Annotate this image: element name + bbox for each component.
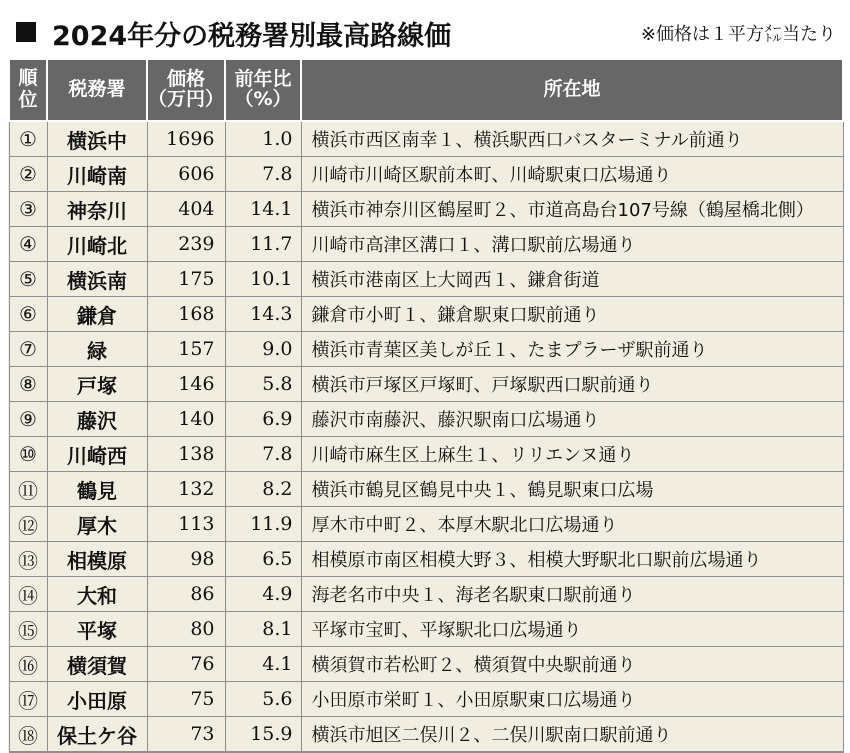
table-row	[9, 717, 843, 753]
location-cell: 藤沢市南藤沢、藤沢駅南口広場通り	[301, 402, 843, 437]
table-row	[9, 612, 843, 647]
price-cell: 157	[147, 332, 225, 367]
rank-cell: ⑯	[9, 647, 47, 682]
table-row	[9, 682, 843, 717]
price-cell: 146	[147, 367, 225, 402]
change-cell: 5.6	[225, 682, 301, 717]
table-row	[9, 367, 843, 402]
location-cell: 横浜市旭区二俣川２、二俣川駅南口駅前通り	[301, 717, 843, 753]
rank-cell: ⑭	[9, 577, 47, 612]
office-cell: 平塚	[47, 612, 147, 647]
location-cell: 横浜市西区南幸１、横浜駅西口バスターミナル前通り	[301, 121, 843, 157]
location-cell: 小田原市栄町１、小田原駅東口広場通り	[301, 682, 843, 717]
office-cell: 横浜南	[47, 262, 147, 297]
office-cell: 藤沢	[47, 402, 147, 437]
change-cell: 15.9	[225, 717, 301, 753]
office-cell: 厚木	[47, 507, 147, 542]
price-cell: 76	[147, 647, 225, 682]
table-row	[9, 647, 843, 682]
price-cell: 175	[147, 262, 225, 297]
table-row	[9, 192, 843, 227]
office-cell: 横須賀	[47, 647, 147, 682]
rank-cell: ⑤	[9, 262, 47, 297]
table-row	[9, 402, 843, 437]
table-row	[9, 121, 843, 157]
price-cell: 1696	[147, 121, 225, 157]
location-cell: 川崎市高津区溝口１、溝口駅前広場通り	[301, 227, 843, 262]
table-row	[9, 542, 843, 577]
rank-cell: ⑧	[9, 367, 47, 402]
change-cell: 8.2	[225, 472, 301, 507]
office-cell: 鎌倉	[47, 297, 147, 332]
office-header: 税務署	[47, 59, 147, 121]
office-cell: 相模原	[47, 542, 147, 577]
change-cell: 4.1	[225, 647, 301, 682]
table-header-row	[9, 59, 843, 121]
change-cell: 6.9	[225, 402, 301, 437]
table-row	[9, 262, 843, 297]
office-cell: 鶴見	[47, 472, 147, 507]
rank-cell: ⑩	[9, 437, 47, 472]
office-cell: 小田原	[47, 682, 147, 717]
change-cell: 1.0	[225, 121, 301, 157]
rank-cell: ②	[9, 157, 47, 192]
title-square-icon	[16, 22, 36, 42]
office-cell: 大和	[47, 577, 147, 612]
office-cell: 横浜中	[47, 121, 147, 157]
change-cell: 4.9	[225, 577, 301, 612]
unit-note: ※価格は１平方㍍当たり	[640, 24, 836, 45]
change-cell: 11.9	[225, 507, 301, 542]
office-cell: 戸塚	[47, 367, 147, 402]
price-cell: 75	[147, 682, 225, 717]
price-cell: 239	[147, 227, 225, 262]
rank-cell: ⑮	[9, 612, 47, 647]
rank-cell: ⑱	[9, 717, 47, 753]
price-cell: 98	[147, 542, 225, 577]
change-cell: 10.1	[225, 262, 301, 297]
change-cell: 5.8	[225, 367, 301, 402]
rank-header: 順 位	[9, 59, 47, 121]
rank-cell: ⑥	[9, 297, 47, 332]
rosenka-table	[8, 58, 844, 753]
office-cell: 緑	[47, 332, 147, 367]
table-row	[9, 297, 843, 332]
change-cell: 11.7	[225, 227, 301, 262]
location-cell: 横浜市青葉区美しが丘１、たまプラーザ駅前通り	[301, 332, 843, 367]
location-cell: 鎌倉市小町１、鎌倉駅東口駅前通り	[301, 297, 843, 332]
price-cell: 132	[147, 472, 225, 507]
price-cell: 113	[147, 507, 225, 542]
change-cell: 14.1	[225, 192, 301, 227]
rank-cell: ⑬	[9, 542, 47, 577]
table-row	[9, 507, 843, 542]
location-cell: 海老名市中央１、海老名駅東口駅前通り	[301, 577, 843, 612]
location-cell: 厚木市中町２、本厚木駅北口広場通り	[301, 507, 843, 542]
change-cell: 6.5	[225, 542, 301, 577]
page-title: 2024年分の税務署別最高路線価	[52, 21, 452, 52]
rank-cell: ⑰	[9, 682, 47, 717]
price-cell: 404	[147, 192, 225, 227]
table-row	[9, 577, 843, 612]
change-cell: 9.0	[225, 332, 301, 367]
price-cell: 140	[147, 402, 225, 437]
location-cell: 平塚市宝町、平塚駅北口広場通り	[301, 612, 843, 647]
change-cell: 14.3	[225, 297, 301, 332]
change-cell: 7.8	[225, 157, 301, 192]
price-cell: 606	[147, 157, 225, 192]
location-cell: 川崎市麻生区上麻生１、リリエンヌ通り	[301, 437, 843, 472]
location-cell: 川崎市川崎区駅前本町、川崎駅東口広場通り	[301, 157, 843, 192]
change-cell: 7.8	[225, 437, 301, 472]
price-cell: 86	[147, 577, 225, 612]
location-cell: 横浜市港南区上大岡西１、鎌倉街道	[301, 262, 843, 297]
table-body	[9, 121, 843, 752]
office-cell: 川崎西	[47, 437, 147, 472]
office-cell: 川崎南	[47, 157, 147, 192]
location-cell: 横浜市鶴見区鶴見中央１、鶴見駅東口広場	[301, 472, 843, 507]
rank-cell: ③	[9, 192, 47, 227]
office-cell: 川崎北	[47, 227, 147, 262]
table-row	[9, 332, 843, 367]
rank-cell: ④	[9, 227, 47, 262]
rank-cell: ①	[9, 121, 47, 157]
office-cell: 保土ケ谷	[47, 717, 147, 753]
price-cell: 168	[147, 297, 225, 332]
header	[8, 0, 842, 58]
rank-cell: ⑨	[9, 402, 47, 437]
location-header: 所在地	[301, 59, 843, 121]
table-row	[9, 157, 843, 192]
location-cell: 横浜市戸塚区戸塚町、戸塚駅西口駅前通り	[301, 367, 843, 402]
rank-cell: ⑦	[9, 332, 47, 367]
change-header: 前年比 （%）	[225, 59, 301, 121]
location-cell: 相模原市南区相模大野３、相模大野駅北口駅前広場通り	[301, 542, 843, 577]
table-row	[9, 437, 843, 472]
office-cell: 神奈川	[47, 192, 147, 227]
price-cell: 73	[147, 717, 225, 753]
table-row	[9, 472, 843, 507]
table-row	[9, 227, 843, 262]
rank-cell: ⑪	[9, 472, 47, 507]
location-cell: 横須賀市若松町２、横須賀中央駅前通り	[301, 647, 843, 682]
price-cell: 80	[147, 612, 225, 647]
rank-cell: ⑫	[9, 507, 47, 542]
location-cell: 横浜市神奈川区鶴屋町２、市道高島台107号線（鶴屋橋北側）	[301, 192, 843, 227]
price-cell: 138	[147, 437, 225, 472]
price-header: 価格 （万円）	[147, 59, 225, 121]
change-cell: 8.1	[225, 612, 301, 647]
